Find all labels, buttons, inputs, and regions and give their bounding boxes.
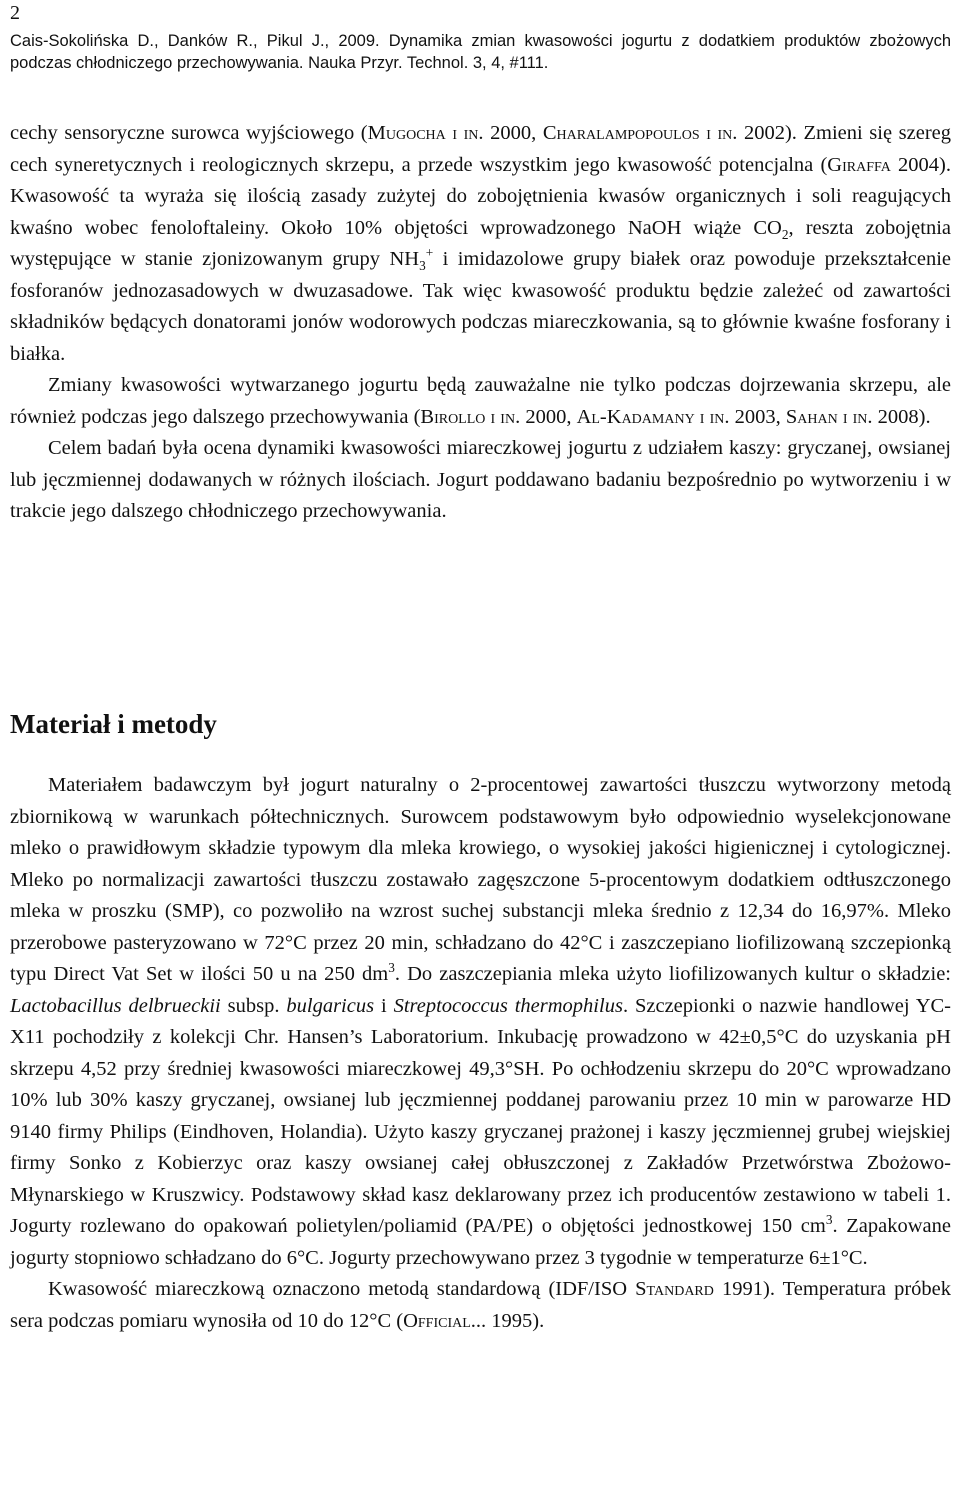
citation-author: Al-Kadamany i in	[576, 405, 725, 428]
citation-author: Mugocha i in	[367, 122, 479, 144]
text-run: ... 1995).	[470, 1309, 545, 1332]
paragraph	[10, 770, 951, 1274]
paragraph: Celem badań była ocena dynamiki kwasowości miareczkowej jogurtu z udziałem kaszy: gryczanej, owsianej lub jęczmiennej dodawanych w różnych ilościach. Jogurt poddawano badaniu bezpośrednio po wytworzeniu i w trakcie jego dalszego chłodniczego przechowywania.	[10, 437, 951, 522]
text-run: Zmiany kwasowości wytwarzanego jogurtu będą zauważalne nie tylko podczas dojrzewania skrzepu, ale również podczas jego dalszego przechowywania (	[10, 374, 951, 428]
subscript: 2	[781, 226, 789, 242]
text-run: Kwasowość miareczkową oznaczono metodą standardową (IDF/ISO	[48, 1278, 636, 1300]
introduction-section	[10, 118, 951, 528]
text-run: . Do zaszczepiania mleka użyto liofilizowanych kultur o składzie:	[394, 963, 951, 985]
text-run: . 2003,	[724, 405, 786, 428]
text-run: subsp.	[220, 994, 287, 1017]
text-run: . 2008).	[867, 405, 931, 428]
text-run: . 2000,	[478, 122, 543, 144]
text-run: . 2002). Zmieni się szereg cech syneretycznych i reologicznych skrzepu, a przede wszystkim jego kwasowość potencjalna (	[10, 122, 951, 176]
text-run: 2004). Kwasowość ta wyraża się ilością zasady zużytej do zobojętnienia kwasów organicznych i soli reagujących kwaśno wobec fenoloftaleiny. Około 10% objętości wprowadzonego NaOH wiąże CO	[10, 153, 951, 239]
text-run: cechy sensoryczne surowca wyjściowego (	[10, 122, 368, 144]
species-name: bulgaricus	[286, 994, 375, 1017]
text-run: . Zapakowane jogurty stopniowo schładzano do 6°C. Jogurty przechowywano przez 3 tygodnie w temperaturze 6±1°C.	[10, 1215, 951, 1269]
subscript: 3	[419, 258, 426, 274]
superscript: +	[425, 245, 434, 261]
text-run: , reszta zobojętnia występujące w stanie zjonizowanym grupy NH	[10, 216, 951, 270]
citation-author: Giraffa	[827, 153, 891, 176]
paragraph	[10, 118, 951, 370]
citation-author: Official	[403, 1309, 471, 1332]
superscript: 3	[388, 960, 395, 976]
text-run: . Szczepionki o nazwie handlowej YC-X11 pochodziły z kolekcji Chr. Hansen’s Laboratorium. Inkubację prowadzono w 42±0,5°C do uzyskania pH skrzepu 4,52 przy średniej kwasowości miareczkowej 49,3°SH. Po ochłodzeniu skrzepu do 20°C wprowadzano 10% lub 30% kaszy gryczanej, owsianej lub jęczmiennej poddanej parowaniu przez 10 min w parowarze HD 9140 firmy Philips (Eindhoven, Holandia). Użyto kaszy gryczanej prażonej i kaszy jęczmiennej grubej wiejskiej firmy Sonko z Kobierzyc oraz kaszy owsianej całej obłuszczonej z Zakładów Przetwórstwa Zbożowo-Młynarskiego w Kruszwicy. Podstawowy skład kasz deklarowany przez ich producentów zestawiono w tabeli 1. Jogurty rozlewano do opakowań polietylen/poliamid (PA/PE) o objętości jednostkowej 150 cm	[10, 994, 952, 1237]
text-run: . 2000,	[515, 405, 577, 428]
running-header: Cais-Sokolińska D., Danków R., Pikul J., 2009. Dynamika zmian kwasowości jogurtu z dodatkiem produktów zbożowych podczas chłodniczego przechowywania. Nauka Przyr. Technol. 3, 4, #111.	[10, 32, 951, 72]
citation-author: Sahan i in	[785, 405, 868, 428]
species-name: Lactobacillus delbrueckii	[10, 994, 221, 1017]
page-number: 2	[10, 2, 20, 24]
paragraph	[10, 1274, 951, 1337]
superscript: 3	[825, 1212, 833, 1228]
citation-author: Standard	[635, 1278, 714, 1300]
citation-author: Birollo i in	[420, 405, 516, 428]
citation-author: Charalampopoulos i in	[542, 122, 733, 144]
text-run: i imidazolowe grupy białek oraz powoduje przekształcenie fosforanów jednozasadowych w dwuzasadowe. Tak więc kwasowość produktu będzie zależeć od zawartości składników będących donatorami jonów wodorowych podczas miareczkowania, są to głównie kwaśne fosforany i białka.	[10, 248, 951, 365]
text-run: Materiałem badawczym był jogurt naturalny o 2-procentowej zawartości tłuszczu wytworzony metodą zbiornikową w warunkach półtechnicznych. Surowcem podstawowym było odpowiednio wyselekcjonowane mleko o prawidłowym składzie typowym dla mleka krowiego, o wysokiej jakości higienicznej i cytologicznej. Mleko po normalizacji zawartości tłuszczu zostawało zagęszczone 5-procentowym dodatkiem odtłuszczonego mleka w proszku (SMP), co pozwoliło na wzrost suchej substancji mleka średnio z 12,34 do 16,97%. Mleko przerobowe pasteryzowano w 72°C przez 20 min, schładzano do 42°C i zaszczepiano liofilizowaną szczepionką typu Direct Vat Set w ilości 50 u na 250 dm	[10, 774, 951, 985]
section-heading: Materiał i metody	[10, 709, 217, 739]
text-run: i	[374, 994, 394, 1017]
methods-section	[10, 770, 951, 1337]
paragraph	[10, 370, 951, 433]
species-name: Streptococcus thermophilus	[393, 994, 623, 1017]
text-run: 1991). Temperatura próbek sera podczas pomiaru wynosiła od 10 do 12°C (	[10, 1278, 951, 1332]
